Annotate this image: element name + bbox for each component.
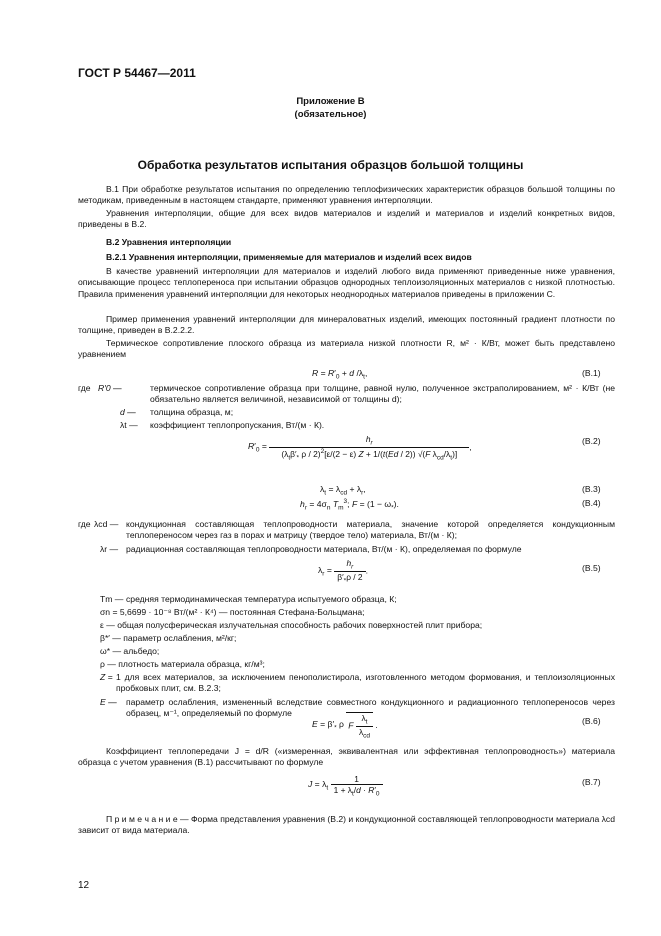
definition-omega: ω* — альбедо;: [100, 646, 160, 656]
definition-z: 1 для всех материалов, за исключением пенополистирола, изготовленного методом формования, и теплоизоляционных пробковых плит, см. В.2.3;: [116, 672, 615, 694]
equation-number-b4: (В.4): [582, 498, 601, 508]
note-paragraph: П р и м е ч а н и е — Форма представления уравнения (В.2) и кондукционной составляющей теплопроводности материала λcd зависит от вида материала.: [78, 814, 615, 836]
definition-lambda-r: радиационная составляющая теплопроводности материала, Вт/(м · К), определяемая по формуле: [126, 544, 522, 554]
section-title: Обработка результатов испытания образцов большой толщины: [137, 158, 524, 172]
definition-lambda-cd: кондукционная составляющая теплопроводности материала, значение которой определяется кондукционным теплопереносом через газ в порах и матрицу (твердое тело) материала, Вт/(м · К);: [126, 519, 615, 541]
symbol-e: E —: [100, 697, 117, 707]
heading-b2: В.2 Уравнения интерполяции: [106, 237, 232, 247]
symbol-tm: Tm —: [100, 594, 124, 604]
paragraph-interpolation: Уравнения интерполяции, общие для всех видов материалов и изделий и материалов и изделий конкретных видов, приведены в В.2.: [78, 208, 615, 230]
equation-b6: $E = \beta'_*$ ρ F $\frac{\lambda_t}{\lambda_{cd}}$ .: [312, 713, 378, 740]
definition-e: параметр ослабления, измененный вследствие совместного кондукционного и радиационного теплопереносов через образец, м⁻¹, определяемый по формуле: [126, 697, 615, 719]
paragraph-transfer-coefficient: Коэффициент теплопередачи J = d/R («измеренная, эквивалентная или эффективная теплопроводность») материала образца с учетом уравнения (В.1) рассчитывают по формуле: [78, 746, 615, 768]
heading-b21: В.2.1 Уравнения интерполяции, применяемые для материалов и изделий всех видов: [106, 252, 472, 262]
symbol-lambda-cd: λcd —: [94, 519, 119, 529]
definition-epsilon: ε — общая полусферическая излучательная способность рабочих поверхностей плит прибора;: [100, 620, 483, 630]
equation-number-b6: (В.6): [582, 716, 601, 726]
definition-tm: средняя термодинамическая температура испытуемого образца, К;: [126, 594, 397, 604]
definition-beta: β*′ — параметр ослабления, м²/кг;: [100, 633, 237, 643]
equation-b4: $h_r = 4\sigma_n$ $T_m^3$; $F = (1 - \omega_*)$.: [300, 498, 399, 512]
symbol-lambda-t: λt —: [120, 420, 138, 430]
definition-r0: термическое сопротивление образца при толщине, равной нулю, полученное экстраполированием, м² · К/Вт (не обязательно является величиной, независимой от толщины d);: [150, 383, 615, 405]
symbol-d: d —: [120, 407, 136, 417]
symbol-z: Z =: [100, 672, 113, 682]
standard-number: ГОСТ Р 54467—2011: [78, 66, 196, 80]
paragraph-b1: В.1 При обработке результатов испытания по определению теплофизических характеристик образцов большой толщины по методикам, приведенным в настоящем стандарте, применяют уравнения интерполяции.: [78, 184, 615, 206]
definition-rho: ρ — плотность материала образца, кг/м³;: [100, 659, 265, 669]
where-label-2: где: [78, 519, 91, 529]
symbol-r0: R′0 —: [98, 383, 122, 393]
equation-b1: $R = R'_0 + d$ $/\lambda_t$,: [312, 368, 368, 381]
equation-b7: $J = \lambda_t$ $\frac{1}{1 + \lambda_t/d \cdot R'_0}$: [308, 774, 383, 798]
paragraph-methods: В качестве уравнений интерполяции для материалов и изделий любого вида применяют приведенные ниже уравнения, описывающие процесс теплопереноса при испытании образцов однородных теплоизоляционных материалов с низкой плотностью. Правила применения уравнений интерполяции для некоторых неоднородных материалов приведены в приложении С.: [78, 266, 615, 299]
equation-number-b5: (В.5): [582, 563, 601, 573]
page-number: 12: [78, 880, 90, 891]
symbol-lambda-r: λr —: [100, 544, 119, 554]
definition-d: толщина образца, м;: [150, 407, 234, 417]
definition-lambda-t: коэффициент теплопропускания, Вт/(м · К).: [150, 420, 325, 430]
definition-sigma: σn = 5,6699 · 10⁻⁸ Вт/(м² · К⁴) — постоянная Стефана-Больцмана;: [100, 607, 365, 617]
paragraph-example: Пример применения уравнений интерполяции для минераловатных изделий, имеющих постоянный градиент плотности по толщине, приведен в В.2.2.2.: [78, 314, 615, 336]
equation-b2: $R'_0$ = $\frac{h_r}{(\lambda_t\beta'_* \rho / 2)^2[\varepsilon/(2 - \varepsilon) Z + 1/(t(Ed / 2)) √(F \lambda_{cd}/\lambda_t)]}$ ,: [248, 434, 472, 462]
appendix-title: Приложение В: [296, 96, 365, 107]
equation-number-b7: (В.7): [582, 777, 601, 787]
appendix-heading: [0, 95, 661, 121]
where-label: где: [78, 383, 91, 393]
equation-b5: $\lambda_r$ = $\frac{h_r}{\beta'_*\rho / 2}$ .: [318, 558, 368, 585]
appendix-status: (обязательное): [294, 109, 367, 120]
equation-number-b3: (В.3): [582, 484, 601, 494]
paragraph-resistance: Термическое сопротивление плоского образца из материала низкой плотности R, м² · К/Вт, может быть представлено уравнением: [78, 338, 615, 360]
equation-number-b2: (В.2): [582, 436, 601, 446]
equation-number-b1: (В.1): [582, 368, 601, 378]
equation-b3: $\lambda_t = \lambda_{cd} + \lambda_r$,: [320, 484, 366, 497]
